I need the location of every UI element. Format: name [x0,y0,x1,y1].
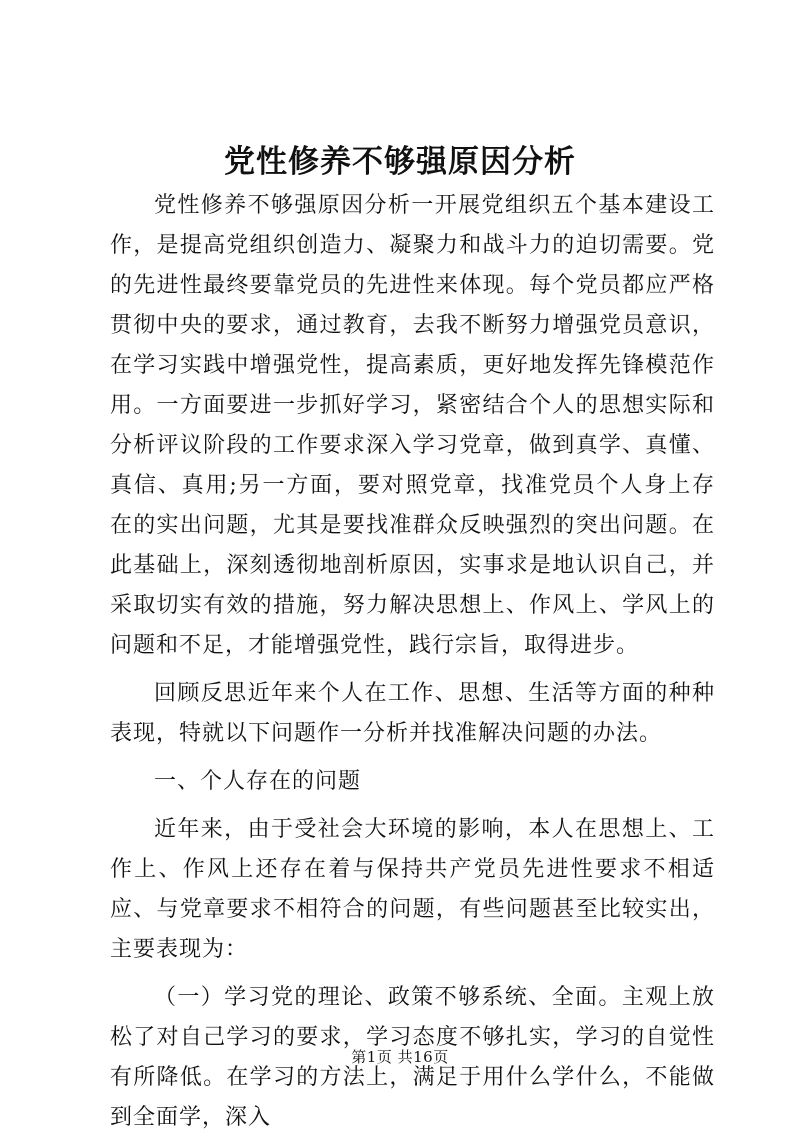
section-heading: 一、个人存在的问题 [154,769,362,794]
document-body [110,186,715,1138]
paragraph-4: （一）学习党的理论、政策不够系统、全面。主观上放松了对自己学习的要求，学习态度不够扎实，学习的自觉性有所降低。在学习的方法上，满足于用什么学什么，不能做到全面学，深入 [110,985,715,1130]
document-title: 党性修养不够强原因分析 [224,144,576,180]
paragraph-1: 党性修养不够强原因分析一开展党组织五个基本建设工作，是提高党组织创造力、凝聚力和战斗力的迫切需要。党的先进性最终要靠党员的先进性来体现。每个党员都应严格贯彻中央的要求，通过教育，去我不断努力增强党员意识，在学习实践中增强党性，提高素质，更好地发挥先锋模范作用。一方面要进一步抓好学习，紧密结合个人的思想实际和分析评议阶段的工作要求深入学习党章，做到真学、真懂、真信、真用;另一方面，要对照党章，找准党员个人身上存在的实出问题，尤其是要找准群众反映强烈的突出问题。在此基础上，深刻透彻地剖析原因，实事求是地认识自己，并采取切实有效的措施，努力解决思想上、作风上、学风上的问题和不足，才能增强党性，践行宗旨，取得进步。 [110,193,715,658]
paragraph-3: 近年来，由于受社会大环境的影响，本人在思想上、工作上、作风上还存在着与保持共产党员先进性要求不相适应、与党章要求不相符合的问题，有些问题甚至比较实出，主要表现为： [110,817,715,962]
paragraph-2: 回顾反思近年来个人在工作、思想、生活等方面的种种表现，特就以下问题作一分析并找准解决问题的办法。 [110,681,715,746]
page-indicator: 第1页 共16页 [351,1048,449,1066]
